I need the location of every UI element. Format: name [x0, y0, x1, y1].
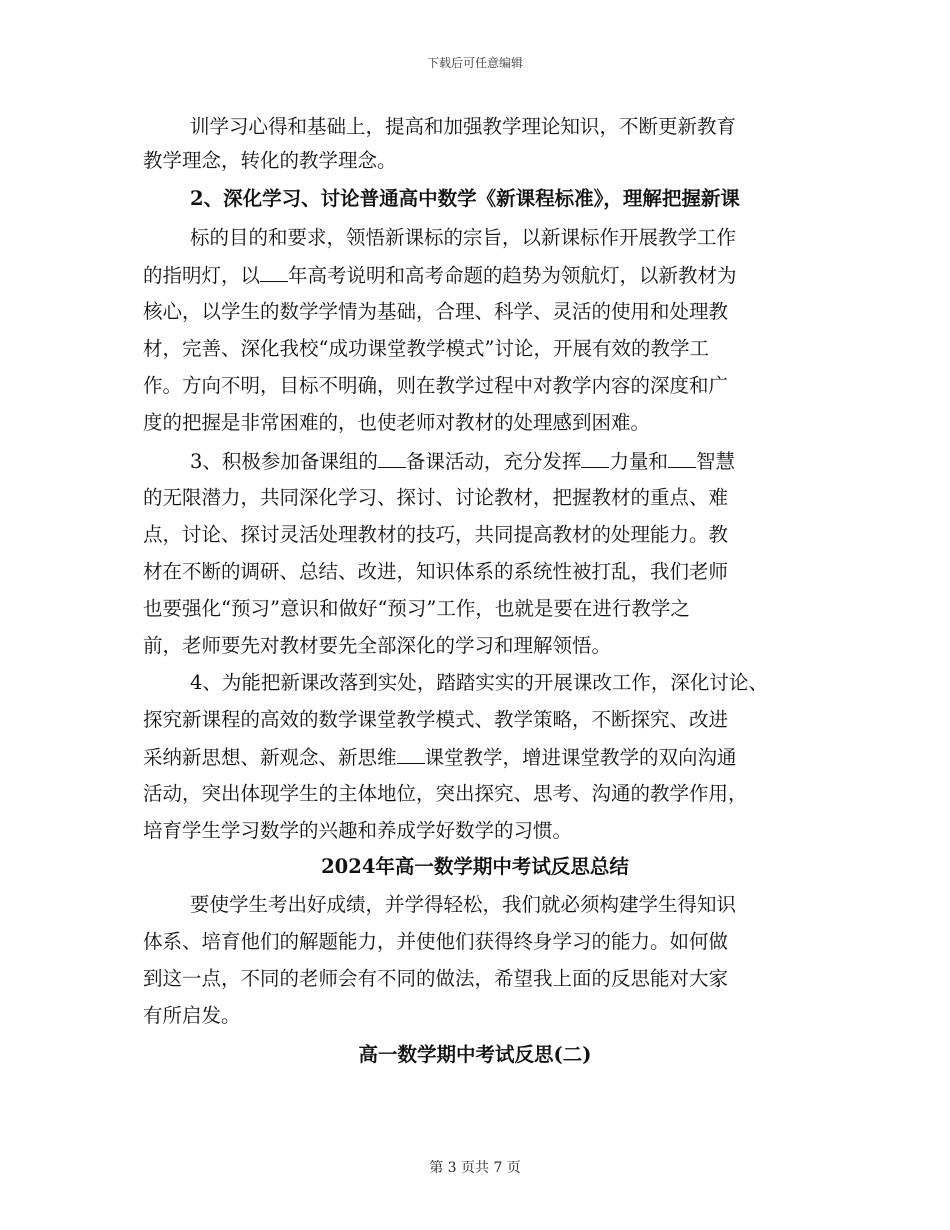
text-segment: 力量和 [609, 450, 668, 473]
blank-underline [668, 451, 696, 468]
section-title: 2024年高一数学期中考试反思总结 [321, 855, 629, 878]
text-line: 探究新课程的高效的数学课堂教学模式、教学策略，不断探究、改进 [143, 708, 729, 731]
text-line [143, 747, 737, 768]
text-line: 作。方向不明，目标不明确，则在教学过程中对教学内容的深度和广 [143, 374, 729, 397]
text-line [190, 451, 735, 472]
text-segment: 年高考说明和高考命题的趋势为领航灯，以新教材为 [288, 264, 737, 287]
blank-underline [581, 451, 609, 468]
text-line: 材，完善、深化我校“成功课堂教学模式”讨论，开展有效的教学工 [143, 337, 709, 360]
blank-underline [397, 747, 425, 764]
section-title: 高一数学期中考试反思(二) [358, 1043, 592, 1066]
text-line: 点，讨论、探讨灵活处理教材的技巧，共同提高教材的处理能力。教 [143, 523, 729, 546]
text-line: 教学理念，转化的教学理念。 [143, 149, 397, 172]
section-heading: 2、深化学习、讨论普通高中数学《新课程标准》，理解把握新课 [190, 187, 740, 210]
text-line: 度的把握是非常困难的，也使老师对教材的处理感到困难。 [143, 411, 651, 434]
text-line: 活动，突出体现学生的主体地位，突出探究、思考、沟通的教学作用， [143, 782, 748, 805]
blank-underline [378, 451, 406, 468]
text-segment: 的指明灯，以 [143, 264, 261, 287]
text-line: 训学习心得和基础上，提高和加强教学理论知识，不断更新教育 [190, 115, 737, 138]
text-line: 也要强化“预习”意识和做好“预习”工作，也就是要在进行教学之 [143, 597, 690, 620]
text-line [143, 265, 737, 286]
text-line: 前，老师要先对教材要先全部深化的学习和理解领悟。 [143, 634, 612, 657]
text-line: 有所启发。 [143, 1004, 241, 1027]
text-line: 材在不断的调研、总结、改进，知识体系的系统性被打乱，我们老师 [143, 560, 729, 583]
text-segment: 智慧 [695, 450, 735, 473]
text-segment: 3、积极参加备课组的 [190, 450, 378, 473]
text-line: 到这一点，不同的老师会有不同的做法，希望我上面的反思能对大家 [143, 967, 729, 990]
header-note: 下载后可任意编辑 [426, 56, 523, 70]
text-line: 体系、培育他们的解题能力，并使他们获得终身学习的能力。如何做 [143, 930, 729, 953]
text-line: 核心，以学生的数学学情为基础，合理、科学、灵活的使用和处理教 [143, 300, 729, 323]
text-segment: 采纳新思想、新观念、新思维 [143, 746, 397, 769]
text-line: 4、为能把新课改落到实处，踏踏实实的开展课改工作，深化讨论、 [190, 671, 768, 694]
text-line: 的无限潜力，共同深化学习、探讨、讨论教材，把握教材的重点、难 [143, 486, 729, 509]
text-line: 要使学生考出好成绩，并学得轻松，我们就必须构建学生得知识 [190, 893, 737, 916]
text-line: 培育学生学习数学的兴趣和养成学好数学的习惯。 [143, 819, 573, 842]
text-line: 标的目的和要求，领悟新课标的宗旨，以新课标作开展教学工作 [190, 226, 737, 249]
blank-underline [260, 265, 288, 282]
text-segment: 备课活动，充分发挥 [405, 450, 582, 473]
text-segment: 课堂教学，增进课堂教学的双向沟通 [424, 746, 737, 769]
page-number: 第 3 页共 7 页 [429, 1160, 521, 1176]
